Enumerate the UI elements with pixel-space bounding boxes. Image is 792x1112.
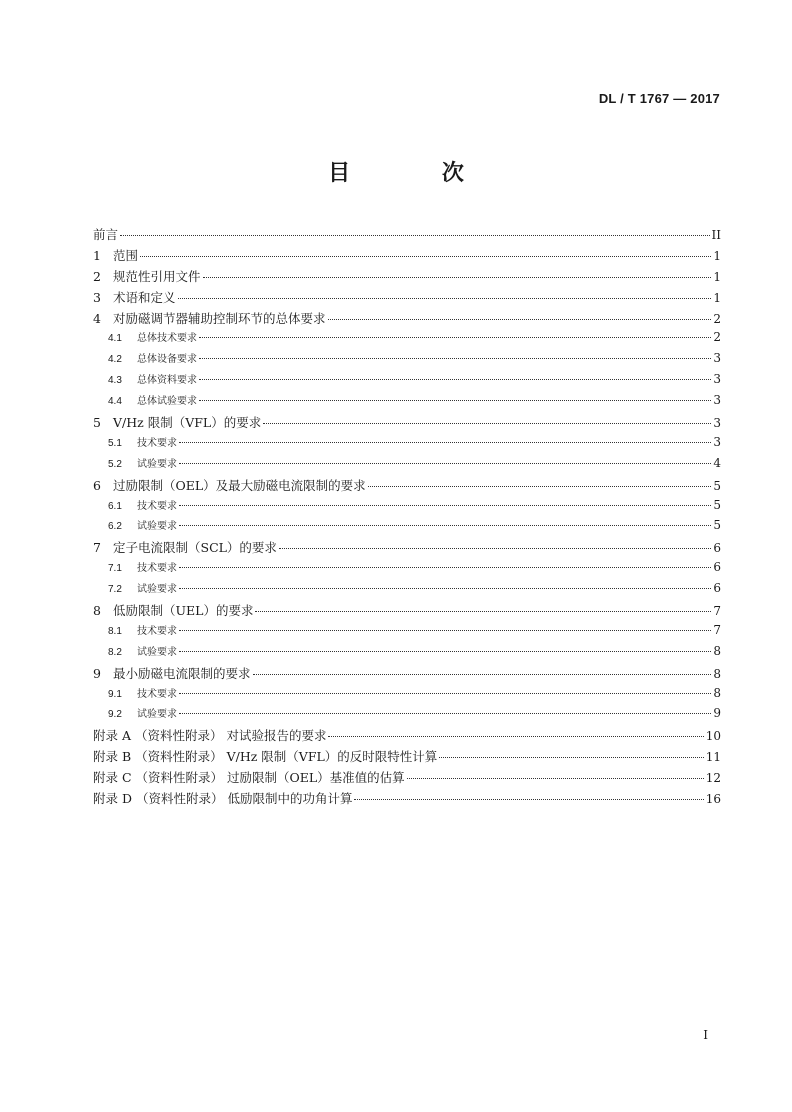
dot-leader [199, 358, 711, 359]
toc-entry-number: 4.2 [108, 354, 122, 366]
toc-entry-page: 16 [705, 792, 721, 807]
toc-entry[interactable] [93, 705, 721, 726]
dot-leader [199, 379, 711, 380]
toc-entry-number: 7.2 [108, 584, 122, 596]
toc-entry-title: 试验要求 [137, 646, 177, 658]
dot-leader [407, 778, 704, 779]
dot-leader [253, 674, 712, 675]
toc-entry-title: 最小励磁电流限制的要求 [113, 665, 251, 681]
toc-entry[interactable] [93, 225, 721, 246]
toc-entry-title: 附录 C （资料性附录） 过励限制（OEL）基准值的估算 [93, 770, 405, 786]
toc-entry-page: 8 [713, 643, 721, 658]
toc-entry-page: 3 [713, 434, 721, 449]
toc-entry-page: 2 [713, 330, 721, 345]
toc-entry-page: 4 [713, 455, 721, 470]
toc-entry-number: 3 [93, 289, 101, 305]
toc-entry-title: 附录 B （资料性附录） V/Hz 限制（VFL）的反时限特性计算 [93, 749, 438, 765]
toc-entry[interactable] [93, 350, 721, 371]
toc-entry[interactable] [93, 246, 721, 267]
toc-entry-title: 技术要求 [137, 625, 177, 637]
dot-leader [279, 548, 711, 549]
dot-leader [179, 463, 711, 464]
toc-entry-number: 5.1 [108, 437, 122, 449]
toc-entry-page: 8 [713, 666, 721, 681]
dot-leader [179, 713, 711, 714]
toc-entry-page: 5 [713, 497, 721, 512]
dot-leader [368, 486, 712, 487]
toc-entry-title: 总体设备要求 [137, 354, 197, 366]
toc-entry-title: 试验要求 [137, 458, 177, 470]
dot-leader [263, 423, 711, 424]
toc-entry-title: 技术要求 [137, 437, 177, 449]
dot-leader [179, 567, 711, 568]
toc-entry-title: 前言 [93, 227, 119, 242]
toc-entry-number: 4.1 [108, 333, 122, 345]
toc-entry[interactable] [93, 622, 721, 643]
dot-leader [140, 256, 711, 257]
toc-entry[interactable] [93, 664, 721, 685]
toc-entry-title: V/Hz 限制（VFL）的要求 [113, 415, 262, 431]
toc-entry-page: 5 [713, 518, 721, 533]
toc-entry-number: 9.1 [108, 688, 122, 700]
toc-entry-page: II [711, 228, 721, 242]
dot-leader [354, 799, 703, 800]
toc-entry-number: 6.1 [108, 500, 122, 512]
dot-leader [179, 630, 711, 631]
toc-entry-title: 试验要求 [137, 584, 177, 596]
toc-entry-page: 6 [713, 581, 721, 596]
toc-entry-number: 9.2 [108, 709, 122, 721]
dot-leader [179, 588, 711, 589]
dot-leader [179, 693, 711, 694]
toc-entry-page: 11 [705, 750, 721, 765]
toc-entry[interactable] [93, 413, 721, 434]
dot-leader [199, 400, 711, 401]
toc-entry-title: 术语和定义 [113, 289, 176, 305]
dot-leader [120, 235, 710, 236]
footer-page-number: I [703, 1028, 708, 1042]
toc-entry-page: 6 [713, 560, 721, 575]
toc-entry-title: 技术要求 [137, 500, 177, 512]
toc-entry[interactable] [93, 329, 721, 350]
toc-entry-number: 7.1 [108, 563, 122, 575]
toc-entry-title: 附录 A （资料性附录） 对试验报告的要求 [93, 728, 327, 744]
toc-entry[interactable] [93, 455, 721, 476]
toc-entry[interactable] [93, 580, 721, 601]
toc-entry-page: 1 [713, 248, 721, 263]
toc-entry[interactable] [93, 267, 721, 288]
toc-entry[interactable] [93, 371, 721, 392]
toc-entry-page: 3 [713, 393, 721, 408]
page-title: 目 次 [328, 161, 506, 186]
toc-entry[interactable] [93, 476, 721, 497]
dot-leader [179, 505, 711, 506]
toc-entry-page: 1 [713, 269, 721, 284]
dot-leader [179, 651, 711, 652]
toc-entry[interactable] [93, 309, 721, 330]
dot-leader [199, 337, 711, 338]
toc-entry[interactable] [93, 768, 721, 789]
toc-entry[interactable] [93, 643, 721, 664]
toc-entry-title: 过励限制（OEL）及最大励磁电流限制的要求 [113, 477, 366, 493]
toc-entry-number: 8 [93, 603, 101, 619]
toc-entry-title: 定子电流限制（SCL）的要求 [113, 540, 277, 556]
toc-entry-title: 对励磁调节器辅助控制环节的总体要求 [113, 310, 326, 326]
toc-entry-number: 2 [93, 268, 101, 284]
toc-entry-page: 7 [713, 604, 721, 619]
toc-entry-title: 试验要求 [137, 709, 177, 721]
toc-entry-page: 10 [705, 729, 721, 744]
toc-entry[interactable] [93, 434, 721, 455]
toc-entry-page: 1 [713, 290, 721, 305]
toc-entry-number: 8.2 [108, 646, 122, 658]
toc-entry[interactable] [93, 726, 721, 747]
toc-entry-title: 总体资料要求 [137, 375, 197, 387]
toc-entry-title: 范围 [113, 247, 139, 263]
toc-entry-page: 9 [713, 706, 721, 721]
toc-entry-number: 1 [93, 247, 101, 263]
toc-entry-page: 2 [713, 311, 721, 326]
dot-leader [178, 298, 712, 299]
toc-entry[interactable] [93, 685, 721, 706]
toc-entry[interactable] [93, 392, 721, 413]
toc-entry-number: 4 [93, 310, 101, 326]
toc-entry-title: 总体试验要求 [137, 396, 197, 408]
dot-leader [439, 757, 703, 758]
toc-entry-page: 6 [713, 541, 721, 556]
toc-entry[interactable] [93, 497, 721, 518]
toc-entry-title: 规范性引用文件 [113, 268, 201, 284]
toc-entry-number: 6 [93, 477, 101, 493]
toc-entry-number: 7 [93, 540, 101, 556]
toc-entry-number: 8.1 [108, 625, 122, 637]
toc-entry-title: 技术要求 [137, 688, 177, 700]
dot-leader [328, 319, 712, 320]
toc-entry[interactable] [93, 517, 721, 538]
toc-entry-number: 4.3 [108, 375, 122, 387]
toc-entry-page: 8 [713, 685, 721, 700]
toc-entry-number: 5.2 [108, 458, 122, 470]
toc-entry[interactable] [93, 288, 721, 309]
toc-entry[interactable] [93, 559, 721, 580]
doc-code: DL / T 1767 — 2017 [598, 91, 720, 106]
toc-entry[interactable] [93, 747, 721, 768]
toc-entry-title: 附录 D （资料性附录） 低励限制中的功角计算 [93, 791, 353, 807]
toc-entry-page: 3 [713, 351, 721, 366]
toc-entry-title: 技术要求 [137, 563, 177, 575]
toc-entry[interactable] [93, 601, 721, 622]
toc-entry-page: 5 [713, 478, 721, 493]
table-of-contents [93, 225, 721, 810]
dot-leader [179, 442, 711, 443]
toc-entry[interactable] [93, 789, 721, 810]
dot-leader [179, 525, 711, 526]
toc-entry-title: 试验要求 [137, 521, 177, 533]
dot-leader [255, 611, 711, 612]
toc-entry-page: 3 [713, 372, 721, 387]
toc-entry-page: 3 [713, 416, 721, 431]
toc-entry-number: 5 [93, 415, 101, 431]
toc-entry[interactable] [93, 538, 721, 559]
dot-leader [328, 736, 703, 737]
toc-entry-number: 6.2 [108, 521, 122, 533]
toc-entry-number: 9 [93, 665, 101, 681]
dot-leader [203, 277, 712, 278]
toc-entry-title: 低励限制（UEL）的要求 [113, 603, 254, 619]
toc-entry-title: 总体技术要求 [137, 333, 197, 345]
toc-entry-page: 7 [713, 622, 721, 637]
toc-entry-page: 12 [705, 771, 721, 786]
toc-entry-number: 4.4 [108, 396, 122, 408]
